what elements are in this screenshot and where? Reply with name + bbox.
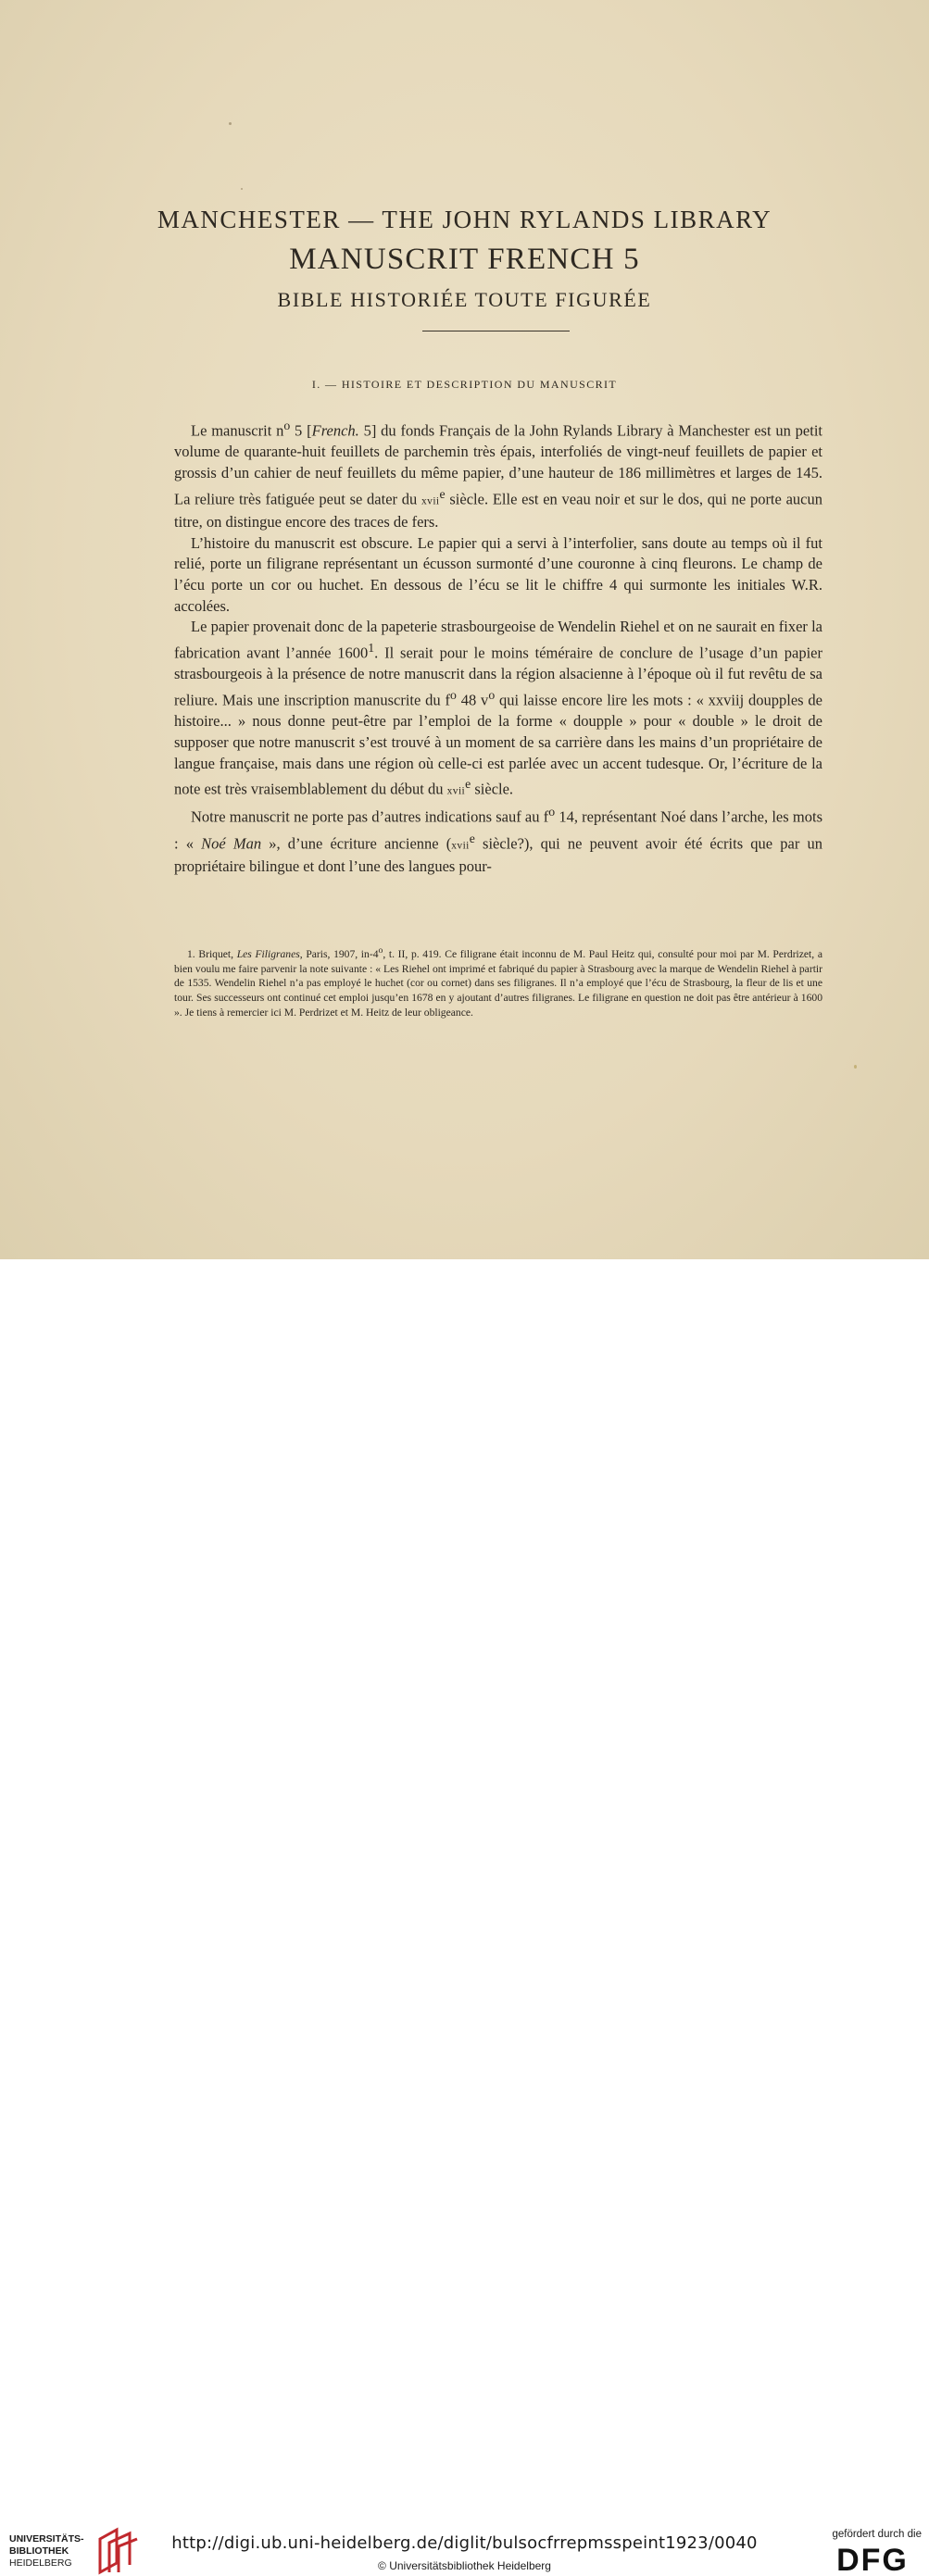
text-run: 48 v bbox=[456, 691, 489, 709]
superscript: o bbox=[283, 419, 291, 432]
library-line-1: UNIVERSITÄTS- bbox=[9, 2533, 84, 2545]
text-run: Le papier provenait donc de la papeterie strasbourgeoise de Wendelin Riehel et on ne saurait en fixer la fabrication avant l’année 1600 bbox=[174, 618, 822, 662]
small-caps-run: xvii bbox=[446, 785, 466, 797]
dfg-logo-text: DFG bbox=[836, 2544, 909, 2573]
text-run: siècle. Elle est en veau noir et sur le dos, qui ne porte aucun titre, on distingue encore des traces de fers. bbox=[174, 490, 822, 531]
superscript: o bbox=[488, 687, 496, 702]
small-caps-run: xvii bbox=[421, 495, 440, 507]
funder-label: gefördert durch die bbox=[832, 2529, 922, 2540]
text-run: 5] du fonds Français de la John Rylands Library à Manchester est un petit volume de quarante-huit feuillets de parchemin très épais, interfoliés de vingt-neuf feuillets de papier et grossis d’un cahier de neuf feuillets du même papier, d’une hauteur de 186 millimètres et larges de 145. La reliure très fatiguée peut se dater du bbox=[174, 421, 822, 508]
scanned-page bbox=[0, 0, 929, 1259]
text-run: , t. II, p. 419. Ce filigrane était inconnu de M. Paul Heitz qui, consulté pour moi par M. Perdrizet, a bien voulu me faire parvenir la note suivante : « Les Riehel ont imprimé et fabriqué du papier à Strasbourg avec la marque de Wendelin Riehel à partir de 1535. Wendelin Riehel n’a pas employé le huchet (cor ou cornet) dans ses filigranes. Il n’a employé que l’écu de Strasbourg, la fleur de lis et une tour. Ses successeurs ont continué cet emploi jusqu’en 1678 en y ajoutant d’autres filigranes. Le filigrane en question ne doit pas être antérieur à 1600 ». Je tiens à remercier ici M. Perdrizet et M. Heitz de leur obligeance. bbox=[174, 947, 822, 1019]
italic-run: Noé Man bbox=[201, 834, 262, 853]
manuscript-title: MANUSCRIT FRENCH 5 bbox=[289, 243, 640, 276]
footnote-1 bbox=[174, 944, 822, 1020]
dfg-logo-icon bbox=[826, 2544, 919, 2573]
speck bbox=[241, 188, 243, 190]
paragraph-3 bbox=[174, 617, 822, 802]
small-caps-run: xvii bbox=[451, 840, 470, 852]
paragraph-2: L’histoire du manuscrit est obscure. Le papier qui a servi à l’interfolier, sans doute au temps où il fut relié, porte un filigrane représentant un écusson surmonté d’une couronne à cinq fleurons. Le champ de l’écu porte un cor ou huchet. En dessous de l’écu se lit le chiffre 4 qui surmonte les initiales W.R. accolées. bbox=[174, 533, 822, 615]
text-run: Le manuscrit n bbox=[191, 421, 284, 440]
manuscript-subtitle: BIBLE HISTORIÉE TOUTE FIGURÉE bbox=[277, 288, 652, 311]
text-run: Notre manuscrit ne porte pas d’autres indications sauf au f bbox=[191, 807, 549, 826]
text-run: siècle. bbox=[471, 780, 514, 798]
italic-run: French. bbox=[311, 421, 359, 440]
footnotes bbox=[174, 944, 822, 1020]
superscript: o bbox=[548, 805, 556, 819]
paragraph-1 bbox=[174, 416, 822, 533]
superscript: o bbox=[378, 945, 383, 956]
body-text bbox=[174, 416, 822, 878]
text-run: 1. Briquet, bbox=[187, 947, 237, 960]
footnote-ref: 1 bbox=[368, 641, 375, 656]
text-run: qui laisse encore lire les mots : « xxviij doupples de histoire... » nous donne peut-être par l’emploi de la forme « doupple » pour « double » le droit de supposer que notre manuscrit s’est trouvé à un moment de sa carrière dans les mains d’un propriétaire de langue française, mais dans une région où celle-ci est parlée avec un accent tudesque. Or, l’écriture de la note est très vraisemblablement du début du bbox=[174, 691, 823, 798]
text-run: . Il serait pour le moins téméraire de conclure de l’usage d’un papier strasbourgeois à la présence de notre manuscrit dans la région alsacienne à l’époque où il fut revêtu de sa reliure. Mais une inscription manuscrite du f bbox=[174, 644, 822, 709]
speck bbox=[229, 122, 232, 125]
paragraph-4 bbox=[174, 802, 822, 877]
header-title: MANCHESTER — THE JOHN RYLANDS LIBRARY bbox=[157, 206, 772, 233]
speck bbox=[854, 1065, 857, 1069]
text-run: », d’une écriture ancienne ( bbox=[261, 834, 452, 853]
permalink-url[interactable]: http://digi.ub.uni-heidelberg.de/diglit/bulsocfrrepmsspeint1923/0040 bbox=[171, 2533, 758, 2553]
text-run: 5 [ bbox=[290, 421, 312, 440]
library-line-2: BIBLIOTHEK bbox=[9, 2545, 69, 2557]
footer-bar bbox=[0, 1259, 929, 2573]
superscript: e bbox=[439, 486, 446, 501]
italic-run: Les Filigranes bbox=[236, 947, 300, 960]
superscript: e bbox=[465, 777, 471, 792]
superscript: e bbox=[469, 831, 475, 845]
text-run: 14, représentant Noé dans l’arche, les mots : « bbox=[174, 807, 822, 853]
copyright-notice: © Universitätsbibliothek Heidelberg bbox=[378, 2559, 551, 2572]
library-line-3: HEIDELBERG bbox=[9, 2557, 72, 2569]
text-run: siècle?), qui ne peuvent avoir été écrits que par un propriétaire bilingue et dont l’une des langues pour- bbox=[174, 834, 822, 875]
superscript: o bbox=[450, 687, 457, 702]
text-run: , Paris, 1907, in-4 bbox=[299, 947, 379, 960]
section-heading: I. — HISTOIRE ET DESCRIPTION DU MANUSCRIT bbox=[311, 378, 618, 391]
